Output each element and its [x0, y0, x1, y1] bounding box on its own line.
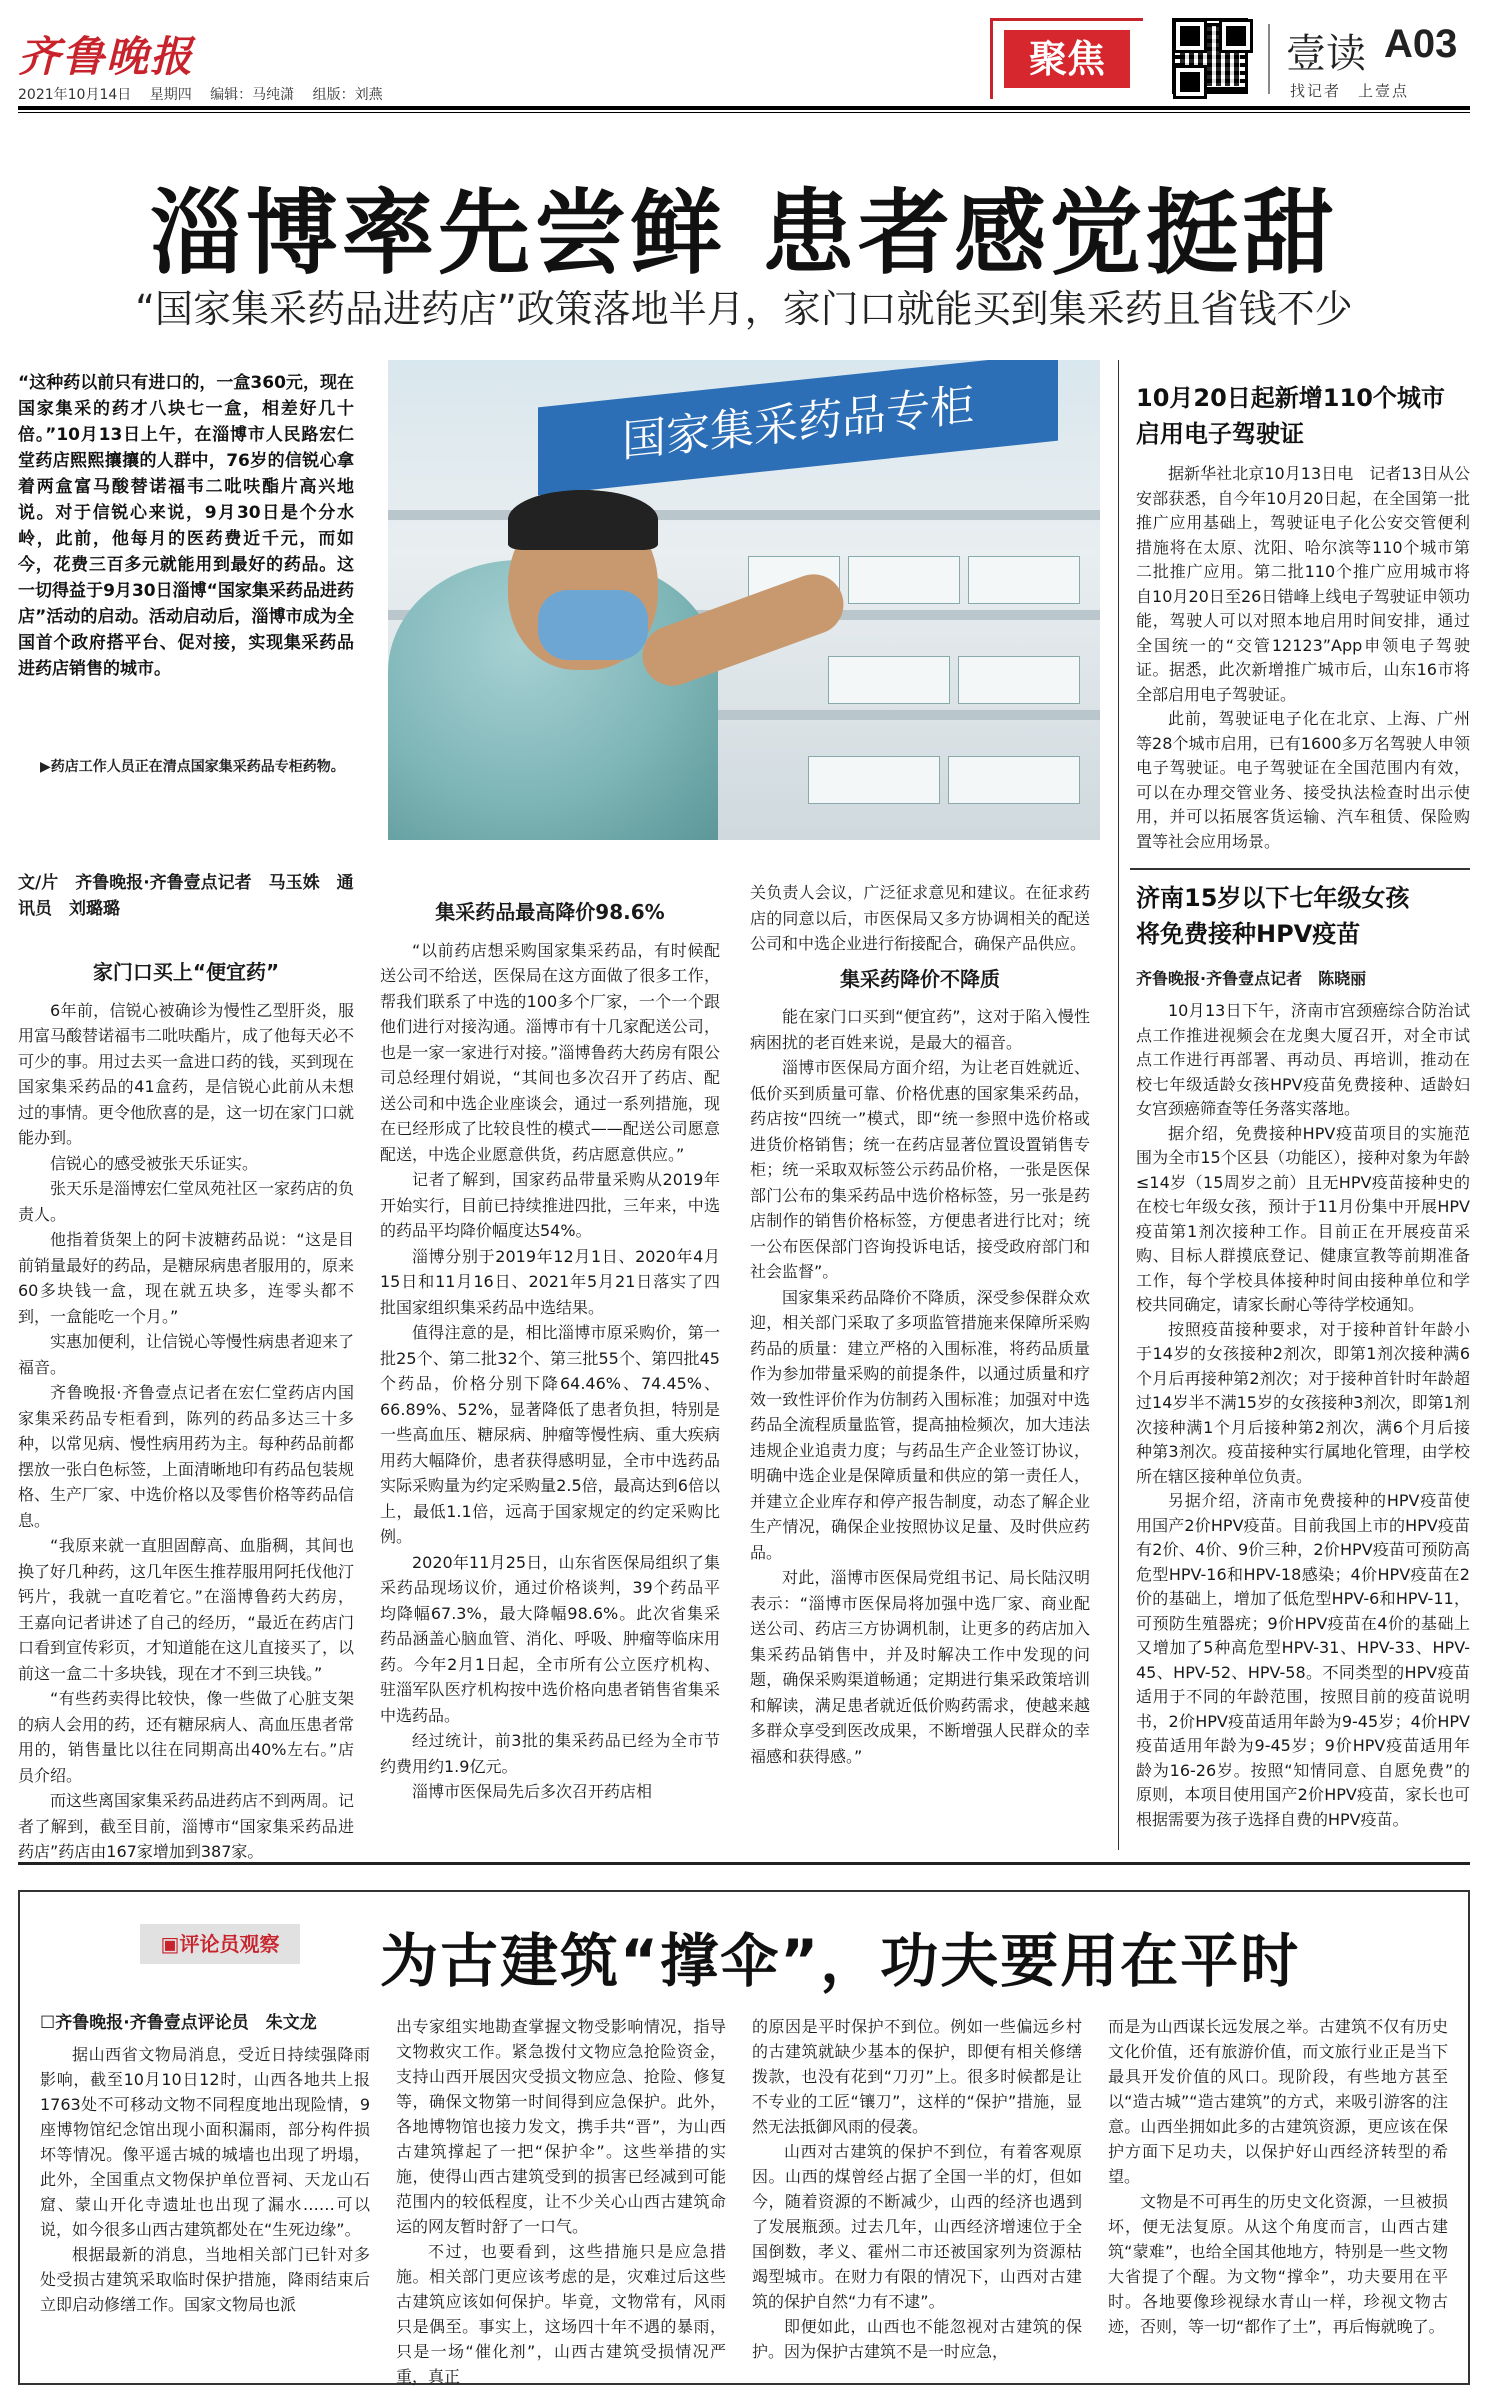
sidebar1-title-line1: 10月20日起新增110个城市: [1136, 384, 1445, 412]
qr-corner: [1176, 68, 1204, 96]
qr-corner: [1176, 22, 1204, 50]
paragraph: 据介绍，免费接种HPV疫苗项目的实施范围为全市15个区县（功能区），接种对象为年龄≤14岁（15周岁之前）且无HPV疫苗接种史的在校七年级女孩，预计于11月份集中开展HPV疫苗第1剂次接种工作。目前正在开展疫苗采购、目标人群摸底登记、健康宣教等前期准备工作，每个学校具体接种时间由接种单位和学校共同确定，请家长耐心等待学校通知。: [1136, 1123, 1470, 1314]
paragraph: 而这些离国家集采药品进药店不到两周。记者了解到，截至目前，淄博市“国家集采药品进药店”药店由167家增加到387家。: [18, 1791, 355, 1861]
commentary-column-4: [1108, 2014, 1448, 2339]
article-column-1: [18, 950, 354, 1865]
commentary-column-1: [40, 2042, 370, 2317]
paragraph: 实惠加便利，让信锐心等慢性病患者迎来了福音。: [18, 1332, 355, 1377]
sidebar2-title-line2: 将免费接种HPV疫苗: [1136, 920, 1361, 948]
paragraph: “以前药店想采购国家集采药品，有时候配送公司不给送，医保局在这方面做了很多工作，帮我们联系了中选的100多个厂家，一个一个跟他们进行对接沟通。淄博市有十几家配送公司，也是一家一家进行对接。”淄博鲁药大药房有限公司总经理付娟说，“其间也多次召开了药店、配送公司和中选企业座谈会，通过一系列措施，现在已经形成了比较良性的模式——配送公司愿意配送，中选企业愿意供货，药店愿意供应。”: [380, 940, 720, 1164]
paragraph: 按照疫苗接种要求，对于接种首针年龄小于14岁的女孩接种2剂次，即第1剂次接种满6个月后再接种第2剂次；对于接种首针时年龄超过14岁半不满15岁的女孩接种3剂次，即第1剂次接种满1个月后接种第2剂次，满6个月后接种第3剂次。疫苗接种实行属地化管理，由学校所在辖区接种单位负责。: [1136, 1319, 1470, 1486]
paragraph: “我原来就一直胆固醇高、血脂稠，其间也换了好几种药，这几年医生推荐服用阿托伐他汀钙片，我就一直吃着它。”在淄博鲁药大药房，王嘉向记者讲述了自己的经历，“最近在药店门口看到宣传彩页，才知道能在这儿直接买了，以前这一盒二十多块钱，现在才不到三块钱。”: [18, 1536, 355, 1683]
sidebar1-body: [1136, 462, 1470, 854]
section-name: 壹读: [1286, 31, 1366, 77]
paragraph: 此前，驾驶证电子化在北京、上海、广州等28个城市启用，已有1600多万名驾驶人申领电子驾驶证。电子驾驶证在全国范围内有效，可以在办理交管业务、接受执法检查时出示使用，并可以拓展客货运输、汽车租赁、保险购置等社会应用场景。: [1136, 709, 1470, 851]
paragraph: 值得注意的是，相比淄博市原采购价，第一批25个、第二批32个、第三批55个、第四批45个药品，价格分别下降64.46%、74.45%、66.89%、52%，显著降低了患者负担，特别是一些高血压、糖尿病、肿瘤等慢性病、重大疾病用药大幅降价，患者获得感明显，全市中选药品实际采购量为约定采购量2.5倍，最高达到6倍以上，最低1.1倍，远高于国家规定的约定采购比例。: [380, 1323, 720, 1546]
paragraph: 淄博市医保局方面介绍，为让老百姓就近、低价买到质量可靠、价格优惠的国家集采药品，药店按“四统一”模式，即“统一参照中选价格或进货价格销售；统一在药店显著位置设置销售专柜；统一采取双标签公示药品价格，一张是医保部门公布的集采药品中选价格标签，另一张是药店制作的销售价格标签，方便患者进行比对；统一公布医保部门咨询投诉电话，接受政府部门和社会监督”。: [750, 1058, 1090, 1281]
cabinet-sign: 国家集采药品专柜: [538, 360, 1058, 495]
shelf: [388, 510, 1100, 520]
face-mask: [538, 590, 648, 660]
paragraph: 6年前，信锐心被确诊为慢性乙型肝炎，服用富马酸替诺福韦二吡呋酯片，成了他每天必不可少的事。用过去买一盒进口药的钱，买到现在国家集采药品的41盒药，是信锐心此前从未想过的事情。更令他欣喜的是，这一切在家门口就能办到。: [18, 1000, 355, 1147]
medicine-box: [808, 756, 940, 804]
commentary-column-2: [396, 2014, 726, 2389]
medicine-box: [968, 556, 1080, 604]
photo-caption: ▶药店工作人员正在清点国家集采药品专柜药物。: [40, 759, 345, 775]
layout-credit: 组版：刘燕: [312, 87, 383, 103]
slogan: 找记者 上壹点: [1290, 82, 1410, 100]
paragraph: 信锐心的感受被张天乐证实。: [50, 1153, 259, 1173]
paragraph: “有些药卖得比较快，像一些做了心脏支架的病人会用的药，还有糖尿病人、高血压患者常用的，销售量比以往在同期高出40%左右。”店员介绍。: [18, 1689, 355, 1785]
issue-weekday: 星期四: [149, 87, 192, 103]
paragraph: 据新华社北京10月13日电 记者13日从公安部获悉，自今年10月20日起，在全国第一批推广应用基础上，驾驶证电子化公安交管便利措施将在太原、沈阳、哈尔滨等110个城市第二批推广应用。第二批110个推广应用城市将自10月20日至26日错峰上线电子驾驶证申领功能，驾驶人可以对照本地启用时间安排，通过全国统一的“交管12123”App申领电子驾驶证。据悉，此次新增推广城市后，山东16市将全部启用电子驾驶证。: [1136, 464, 1470, 704]
top-rule: [18, 106, 1470, 110]
paragraph: 不过，也要看到，这些措施只是应急措施。相关部门更应该考虑的是，灾难过后这些古建筑应该如何保护。毕竟，文物常有，风雨只是偶至。事实上，这场四十年不遇的暴雨，只是一场“催化剂”，山西古建筑受损情况严重，真正: [396, 2242, 726, 2386]
sidebar-story-2: [1136, 880, 1470, 1832]
commentary-tag: ▣评论员观察: [140, 1924, 300, 1964]
qr-corner: [1222, 22, 1250, 50]
medicine-box: [948, 756, 1080, 804]
commentary-headline: 为古建筑“撑伞”，功夫要用在平时: [380, 1927, 1301, 1995]
top-rule-thin: [18, 112, 1470, 113]
sidebar1-title-line2: 启用电子驾驶证: [1136, 420, 1304, 448]
main-headline: 淄博率先尝鲜 患者感觉挺甜: [149, 180, 1339, 287]
paragraph: 淄博市医保局先后多次召开药店相: [412, 1782, 653, 1801]
medicine-box: [958, 656, 1080, 704]
paragraph: 能在家门口买到“便宜药”，这对于陷入慢性病困扰的老百姓来说，是最大的福音。: [750, 1007, 1090, 1052]
paragraph: 文物是不可再生的历史文化资源，一旦被损坏，便无法复原。从这个角度而言，山西古建筑“蒙难”，也给全国其他地方，特别是一些文物大省提了个醒。为文物“撑伞”，功夫要用在平时。各地要像珍视绿水青山一样，珍视文物古迹，否则，等一切“都作了土”，再后悔就晚了。: [1108, 2192, 1448, 2336]
paragraph: 山西对古建筑的保护不到位，有着客观原因。山西的煤曾经占据了全国一半的灯，但如今，随着资源的不断减少，山西的经济也遇到了发展瓶颈。过去几年，山西经济增速位于全国倒数，孝义、霍州二市还被国家列为资源枯竭型城市。在财力有限的情况下，山西对古建筑的保护自然“力有不逮”。: [752, 2142, 1082, 2311]
pharmacist-hair: [508, 490, 658, 550]
col2-subtitle: 集采药品最高降价98.6%: [435, 900, 665, 924]
paragraph: 淄博分别于2019年12月1日、2020年4月15日和11月16日、2021年5月21日落实了四批国家组织集采药品中选结果。: [380, 1246, 720, 1317]
lead-byline: 文/片 齐鲁晚报·齐鲁壹点记者 马玉姝 通讯员 刘璐璐: [18, 873, 354, 919]
paragraph: 据山西省文物局消息，受近日持续强降雨影响，截至10月10日12时，山西各地共上报1763处不可移动文物不同程度地出现险情，9座博物馆纪念馆出现小面积漏雨，部分构件损坏等情况。像平遥古城的城墙也出现了坍塌，此外，全国重点文物保护单位晋祠、天龙山石窟、蒙山开化寺遗址也出现了漏水……可以说，如今很多山西古建筑都处在“生死边缘”。: [40, 2045, 370, 2239]
paragraph: 他指着货架上的阿卡波糖药品说：“这是目前销量最好的药品，是糖尿病患者服用的，原来60多块钱一盒，现在就五块多，连零头都不到，一盒能吃一个月。”: [18, 1230, 355, 1326]
paragraph: 即便如此，山西也不能忽视对古建筑的保护。因为保护古建筑不是一时应急，: [752, 2317, 1082, 2361]
paragraph: 关负责人会议，广泛征求意见和建议。在征求药店的同意以后，市医保局又多方协调相关的配送公司和中选企业进行衔接配合，确保产品供应。: [750, 883, 1090, 953]
pharmacy-photo: [388, 360, 1100, 840]
sidebar2-body: [1136, 999, 1470, 1832]
lead-intro: “这种药以前只有进口的，一盒360元，现在国家集采的药才八块七一盒，相差好几十倍。”10月13日上午，在淄博市人民路宏仁堂药店熙熙攘攘的人群中，76岁的信锐心拿着两盒富马酸替诺福韦二吡呋酯片高兴地说。对于信锐心来说，9月30日是个分水岭，此前，他每月的医药费近千元，而如今，花费三百多元就能用到最好的药品。这一切得益于9月30日淄博“国家集采药品进药店”活动的启动。活动启动后，淄博市成为全国首个政府搭平台、促对接，实现集采药品进药店销售的城市。: [18, 373, 354, 679]
col1-subtitle: 家门口买上“便宜药”: [92, 960, 280, 984]
sidebar2-title-line1: 济南15岁以下七年级女孩: [1136, 884, 1410, 912]
medicine-box: [848, 556, 960, 604]
sidebar2-byline: 齐鲁晚报·齐鲁壹点记者 陈晓丽: [1136, 969, 1367, 988]
paragraph: 出专家组实地勘查掌握文物受影响情况，指导文物救灾工作。紧急拨付文物应急抢险资金，支持山西开展因灾受损文物应急、抢险、修复等，确保文物第一时间得到应急保护。此外，各地博物馆也接力发文，携手共“晋”，为山西古建筑撑起了一把“保护伞”。这些举措的实施，使得山西古建筑受到的损害已经减到可能范围内的较低程度，让不少关心山西古建筑命运的网友暂时舒了一口气。: [396, 2017, 726, 2236]
column-rule: [1118, 360, 1119, 1850]
paragraph: 国家集采药品降价不降质，深受参保群众欢迎，相关部门采取了多项监管措施来保障所采购药品的质量：建立严格的入围标准，将药品质量作为参加带量采购的前提条件，以通过质量和疗效一致性评价作为仿制药入围标准；加强对中选药品全流程质量监管，提高抽检频次，加大违法违规企业追责力度；与药品生产企业签订协议，明确中选企业是保障质量和供应的第一责任人，并建立企业库存和停产报告制度，动态了解企业生产情况，确保企业按照协议足量、及时供应药品。: [750, 1287, 1090, 1562]
col3-subtitle: 集采药降价不降质: [840, 966, 1000, 991]
paragraph: 对此，淄博市医保局党组书记、局长陆汉明表示：“淄博市医保局将加强中选厂家、商业配送公司、药店三方协调机制，让更多的药店加入集采药品销售中，并及时解决工作中发现的问题，确保采购渠道畅通；定期进行集采政策培训和解读，满足患者就近低价购药需求，使越来越多群众享受到医改成果，不断增强人民群众的幸福感和获得感。”: [750, 1568, 1090, 1766]
section-rule: [18, 1862, 1470, 1865]
paragraph: 根据最新的消息，当地相关部门已针对多处受损古建筑采取临时保护措施，降雨结束后立即启动修缮工作。国家文物局也派: [40, 2245, 370, 2314]
commentary-column-3: [752, 2014, 1082, 2364]
section-tag: 聚焦: [1004, 30, 1130, 88]
issue-meta: [18, 84, 397, 104]
issue-date: 2021年10月14日: [18, 87, 132, 103]
paragraph: 张天乐是淄博宏仁堂凤苑社区一家药店的负责人。: [18, 1179, 355, 1224]
sidebar-story-1: [1136, 380, 1470, 854]
editor-credit: 编辑：马纯潇: [210, 87, 295, 103]
article-column-2: [380, 890, 720, 1805]
paragraph: 10月13日下午，济南市宫颈癌综合防治试点工作推进视频会在龙奥大厦召开，对全市试点工作进行再部署、再动员、再培训，推动在校七年级适龄女孩HPV疫苗免费接种、适龄妇女宫颈癌筛查等任务落实落地。: [1136, 1001, 1470, 1118]
paragraph: 齐鲁晚报·齐鲁壹点记者在宏仁堂药店内国家集采药品专柜看到，陈列的药品多达三十多种，以常见病、慢性病用药为主。每种药品前都摆放一张白色标签，上面清晰地印有药品包装规格、生产厂家、中选价格以及零售价格等药品信息。: [18, 1383, 355, 1530]
paragraph: 而是为山西谋长远发展之举。古建筑不仅有历史文化价值，还有旅游价值，而文旅行业正是当下最具开发价值的风口。现阶段，有些地方甚至以“造古城”“造古建筑”的方式，来吸引游客的注意。山西坐拥如此多的古建筑资源，更应该在保护方面下足功夫，以保护好山西经济转型的希望。: [1108, 2017, 1448, 2186]
article-column-3: [750, 880, 1090, 1769]
commentary-byline: ☐齐鲁晚报·齐鲁壹点评论员 朱文龙: [40, 2013, 317, 2033]
paragraph: 经过统计，前3批的集采药品已经为全市节约费用约1.9亿元。: [380, 1731, 720, 1776]
newspaper-logo: 齐鲁晚报: [18, 32, 195, 81]
medicine-box: [828, 656, 950, 704]
paragraph: 的原因是平时保护不到位。例如一些偏远乡村的古建筑就缺少基本的保护，即便有相关修缮拨款，也没有花到“刀刃”上。很多时候都是让不专业的工匠“镶刀”，这样的“保护”措施，显然无法抵御风雨的侵袭。: [752, 2017, 1082, 2136]
paragraph: 记者了解到，国家药品带量采购从2019年开始实行，目前已持续推进四批，三年来，中选的药品平均降价幅度达54%。: [380, 1170, 720, 1240]
masthead-divider: [1268, 24, 1270, 94]
page-number: A03: [1384, 22, 1458, 66]
main-subheadline: “国家集采药品进药店”政策落地半月，家门口就能买到集采药且省钱不少: [135, 287, 1353, 331]
paragraph: 2020年11月25日，山东省医保局组织了集采药品现场议价，通过价格谈判，39个药品平均降幅67.3%，最大降幅98.6%。此次省集采药品涵盖心脑血管、消化、呼吸、肿瘤等临床用药。今年2月1日起，全市所有公立医疗机构、驻淄军队医疗机构按中选价格向患者销售省集采中选药品。: [380, 1552, 720, 1725]
paragraph: 另据介绍，济南市免费接种的HPV疫苗使用国产2价HPV疫苗。目前我国上市的HPV疫苗有2价、4价、9价三种，2价HPV疫苗可预防高危型HPV-16和HPV-18感染；4价HPV疫苗在2价的基础上，增加了低危型HPV-6和HPV-11，可预防生殖器疣；9价HPV疫苗在4价的基础上又增加了5种高危型HPV-31、HPV-33、HPV-45、HPV-52、HPV-58。不同类型的HPV疫苗适用于不同的年龄范围，按照目前的疫苗说明书，2价HPV疫苗适用年龄为9-45岁；4价HPV疫苗适用年龄为9-45岁；9价HPV疫苗适用年龄为16-26岁。按照“知情同意、自愿免费”的原则，本项目使用国产2价HPV疫苗，家长也可根据需要为孩子选择自费的HPV疫苗。: [1136, 1491, 1470, 1829]
sidebar-divider: [1130, 868, 1470, 870]
